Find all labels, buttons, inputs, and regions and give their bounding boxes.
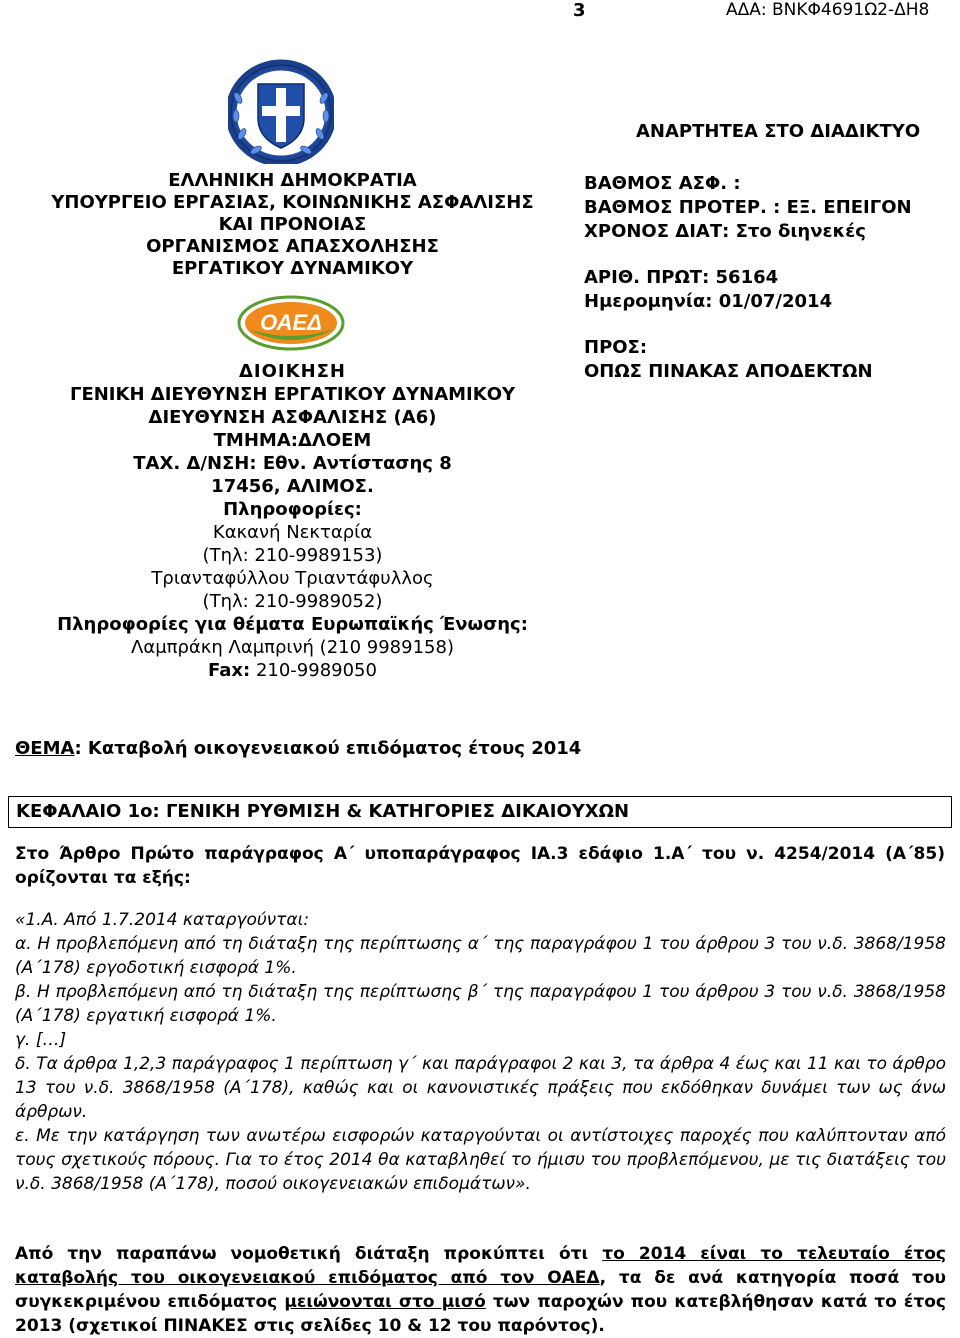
posting-notice: ΑΝΑΡΤΗΤΕΑ ΣΤΟ ΔΙΑΔΙΚΤΥΟ [636, 121, 921, 142]
law-quote [15, 908, 946, 1196]
protocol-value: 56164 [709, 267, 779, 288]
conclusion-part-3: των παροχών που κατεβλήθησαν κατά το έτος 2013 (σχετικοί ΠΙΝΑΚΕΣ στις σελίδες 10 & 12 του παρόντος). [15, 1292, 947, 1336]
postal-address: ΤΑΧ. Δ/ΝΣΗ: Εθν. Αντίστασης 8 [133, 453, 452, 474]
administration-block [0, 360, 585, 682]
directorate: ΔΙΕΥΘΥΝΣΗ ΑΣΦΑΛΙΣΗΣ (Α6) [148, 407, 437, 428]
fax-line [0, 659, 585, 682]
sender-block [0, 170, 585, 280]
page-number: 3 [573, 0, 586, 21]
chapter-heading: ΚΕΦΑΛΑΙΟ 1ο: ΓΕΝΙΚΗ ΡΥΘΜΙΣΗ & ΚΑΤΗΓΟΡΙΕΣ ΔΙΚΑΙΟΥΧΩΝ [16, 801, 630, 822]
article-intro: Στο Άρθρο Πρώτο παράγραφος Α΄ υποπαράγραφος ΙΑ.3 εδάφιο 1.Α΄ του ν. 4254/2014 (Α΄85) ορίζονται τα εξής: [15, 844, 945, 888]
eu-contact: Λαμπράκη Λαμπρινή (210 9989158) [131, 637, 454, 658]
conclusion-part-1: Από την παραπάνω νομοθετική διάταξη προκύπτει ότι [15, 1244, 603, 1264]
subject-line [15, 738, 581, 759]
emblem-icon [228, 58, 334, 164]
protocol-label: ΑΡΙΘ. ΠΡΩΤ: [584, 267, 710, 288]
contact-name-2: Τριανταφύλλου Τριαντάφυλλος [151, 568, 434, 589]
state-name: ΕΛΛΗΝΙΚΗ ΔΗΜΟΚΡΑΤΙΑ [168, 170, 417, 191]
organization-name-cont: ΕΡΓΑΤΙΚΟΥ ΔΥΝΑΜΙΚΟΥ [171, 258, 414, 279]
quote-item-d: δ. Τα άρθρα 1,2,3 παράγραφος 1 περίπτωση γ΄ και παράγραφοι 2 και 3, τα άρθρα 4 έως και 11 και το άρθρο 13 του ν.δ. 3868/1958 (Α΄178), καθώς και οι κανονιστικές πράξεις που εκδόθηκαν δυνάμει των ως άνω άρθρων. [15, 1054, 946, 1122]
retention-value: Στο διηνεκές [729, 221, 866, 242]
conclusion-underline-1: το 2014 είναι το τελευταίο έτος καταβολής του οικογενειακού επιδόματος από τον ΟΑΕΔ [15, 1244, 946, 1288]
info-label: Πληροφορίες: [223, 499, 362, 520]
date-label: Ημερομηνία: [584, 291, 713, 312]
ministry-name: ΥΠΟΥΡΓΕΙΟ ΕΡΓΑΣΙΑΣ, ΚΟΙΝΩΝΙΚΗΣ ΑΣΦΑΛΙΣΗΣ [51, 192, 534, 213]
organization-name: ΟΡΓΑΝΙΣΜΟΣ ΑΠΑΣΧΟΛΗΣΗΣ [146, 236, 439, 257]
greek-emblem-logo [228, 58, 334, 164]
priority-level: ΒΑΘΜΟΣ ΠΡΟΤΕΡ. : ΕΞ. ΕΠΕΙΓΟΝ [584, 197, 912, 218]
eu-info-label: Πληροφορίες για θέματα Ευρωπαϊκής Ένωσης: [57, 614, 528, 635]
priority-block [584, 172, 954, 244]
retention-label: ΧΡΟΝΟΣ ΔΙΑΤ: [584, 221, 730, 242]
recipients-label: ΠΡΟΣ: [584, 337, 648, 358]
contact-phone-2: (Τηλ: 210-9989052) [202, 591, 383, 612]
recipients-block [584, 336, 954, 384]
department: ΤΜΗΜΑ:ΔΛΟΕΜ [213, 430, 372, 451]
contact-phone-1: (Τηλ: 210-9989153) [202, 545, 383, 566]
fax-value: 210-9989050 [250, 660, 377, 681]
svg-text:ΟΑΕΔ: ΟΑΕΔ [260, 310, 322, 335]
quote-item-a: α. Η προβλεπόμενη από τη διάταξη της περίπτωσης α΄ της παραγράφου 1 του άρθρου 3 του ν.δ. 3868/1958 (Α΄178) εργοδοτική εισφορά 1%. [15, 934, 946, 978]
conclusion-paragraph [15, 1242, 946, 1338]
administration-title: ΔΙΟΙΚΗΣΗ [239, 361, 346, 382]
postal-city: 17456, ΑΛΙΜΟΣ. [211, 476, 374, 497]
general-directorate: ΓΕΝΙΚΗ ΔΙΕΥΘΥΝΣΗ ΕΡΓΑΤΙΚΟΥ ΔΥΝΑΜΙΚΟΥ [69, 384, 516, 405]
conclusion-part-2: , τα δε ανά κατηγορία ποσά του συγκεκριμένου επιδόματος [15, 1268, 946, 1312]
subject-text: : Καταβολή οικογενειακού επιδόματος έτους 2014 [74, 738, 582, 759]
conclusion-underline-2: μειώνονται στο μισό [284, 1292, 486, 1312]
fax-label: Fax: [208, 660, 251, 681]
quote-item-b: β. Η προβλεπόμενη από τη διάταξη της περίπτωσης β΄ της παραγράφου 1 του άρθρου 3 του ν.δ. 3868/1958 (Α΄178) εργατική εισφορά 1%. [15, 982, 946, 1026]
retention-time [584, 220, 954, 244]
quote-line-1: «1.Α. Από 1.7.2014 καταργούνται: [15, 910, 310, 930]
contact-name-1: Κακανή Νεκταρία [212, 522, 373, 543]
date-value: 01/07/2014 [712, 291, 833, 312]
quote-item-c: γ. […] [15, 1030, 67, 1050]
ada-code: ΑΔΑ: ΒΝΚΦ4691Ω2-ΔΗ8 [726, 0, 930, 20]
protocol-number [584, 266, 954, 290]
oaed-logo [236, 293, 346, 353]
protocol-block [584, 266, 954, 314]
oaed-logo-icon [236, 293, 346, 353]
security-level: ΒΑΘΜΟΣ ΑΣΦ. : [584, 173, 741, 194]
ministry-name-cont: ΚΑΙ ΠΡΟΝΟΙΑΣ [218, 214, 367, 235]
recipients-value: ΟΠΩΣ ΠΙΝΑΚΑΣ ΑΠΟΔΕΚΤΩΝ [584, 361, 873, 382]
quote-item-e: ε. Με την κατάργηση των ανωτέρω εισφορών καταργούνται οι αντίστοιχες παροχές που καλύπτονταν από τους σχετικούς πόρους. Για το έτος 2014 θα καταβληθεί το ήμισυ του προβλεπόμενου, με τις διατάξεις του ν.δ. 3868/1958 (Α΄178), ποσού οικογενειακών επιδομάτων». [15, 1126, 946, 1194]
document-date [584, 290, 954, 314]
subject-label: ΘΕΜΑ [15, 738, 75, 759]
